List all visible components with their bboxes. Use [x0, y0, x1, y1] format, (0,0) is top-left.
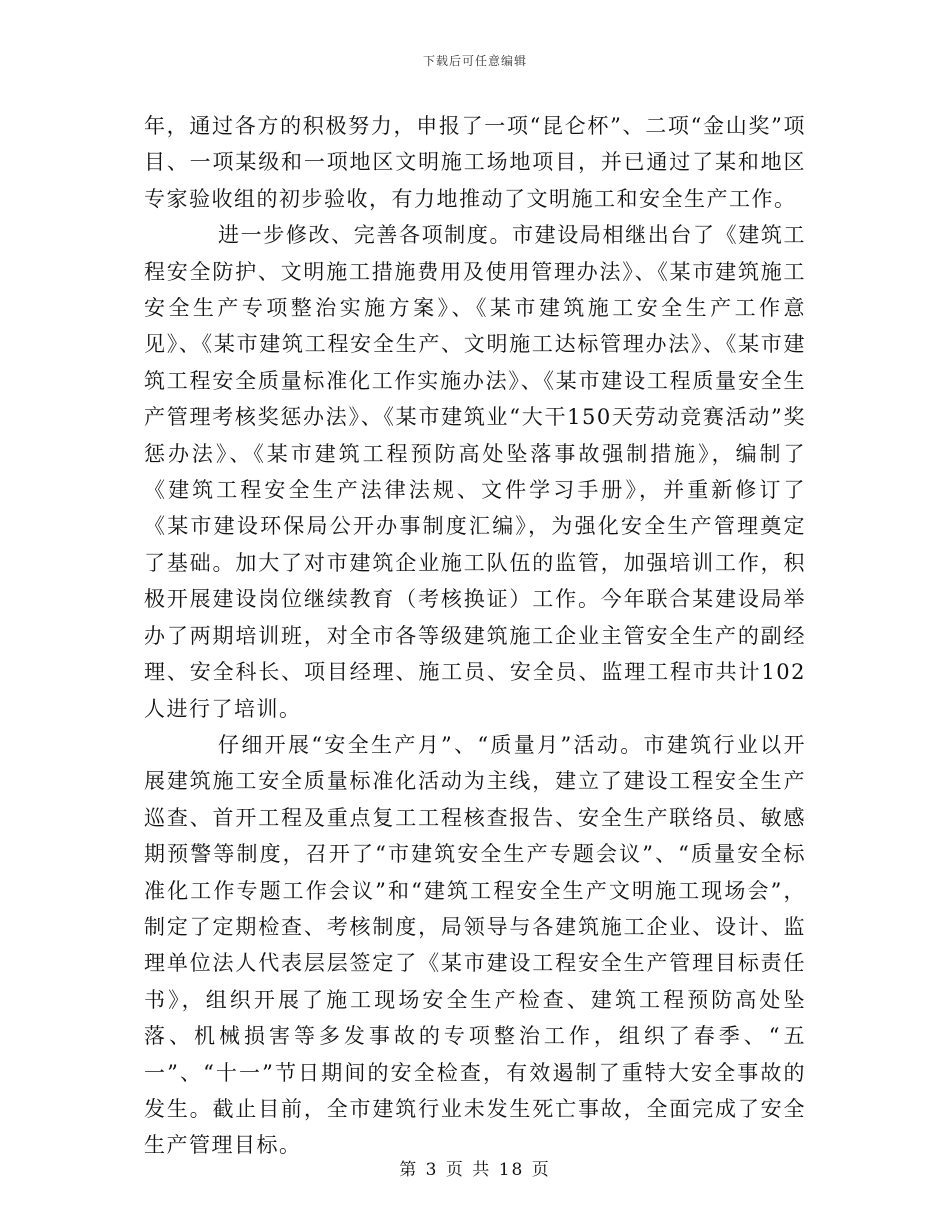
paragraph-regulations: 进一步修改、完善各项制度。市建设局相继出台了《建筑工程安全防护、文明施工措施费用及使用管理办法》、《某市建筑施工安全生产专项整治实施方案》、《某市建筑施工安全生产工作意见》、《某市建筑工程安全生产、文明施工达标管理办法》、《某市建筑工程安全质量标准化工作实施办法》、《某市建设工程质量安全生产管理考核奖惩办法》、《某市建筑业“大干150天劳动竞赛活动”奖惩办法》、《某市建筑工程预防高处坠落事故强制措施》，编制了《建筑工程安全生产法律法规、文件学习手册》，并重新修订了《某市建设环保局公开办事制度汇编》，为强化安全生产管理奠定了基础。加大了对市建筑企业施工队伍的监管，加强培训工作，积极开展建设岗位继续教育（考核换证）工作。今年联合某建设局举办了两期培训班，对全市各等级建筑施工企业主管安全生产的副经理、安全科长、项目经理、施工员、安全员、监理工程市共计102人进行了培训。 [144, 223, 806, 721]
page-header: 下载后可任意编辑 [422, 54, 527, 68]
paragraph-safety-month: 仔细开展“安全生产月”、“质量月”活动。市建筑行业以开展建筑施工安全质量标准化活动为主线，建立了建设工程安全生产巡查、首开工程及重点复工工程核查报告、安全生产联络员、敏感期预警等制度，召开了“市建筑安全生产专题会议”、“质量安全标准化工作专题工作会议”和“建筑工程安全生产文明施工现场会”，制定了定期检查、考核制度，局领导与各建筑施工企业、设计、监理单位法人代表层层签定了《某市建设工程安全生产管理目标责任书》，组织开展了施工现场安全生产检查、建筑工程预防高处坠落、机械损害等多发事故的专项整治工作，组织了春季、“五一”、“十一”节日期间的安全检查，有效遏制了重特大安全事故的发生。截止目前，全市建筑行业未发生死亡事故，全面完成了安全生产管理目标。 [144, 732, 806, 1158]
page-number: 第 3 页 共 18 页 [399, 1160, 551, 1180]
document-body [144, 108, 806, 1164]
paragraph-continued: 年，通过各方的积极努力，申报了一项“昆仑杯”、二项“金山奖”项目、一项某级和一项地区文明施工场地项目，并已通过了某和地区专家验收组的初步验收，有力地推动了文明施工和安全生产工作。 [144, 114, 806, 211]
